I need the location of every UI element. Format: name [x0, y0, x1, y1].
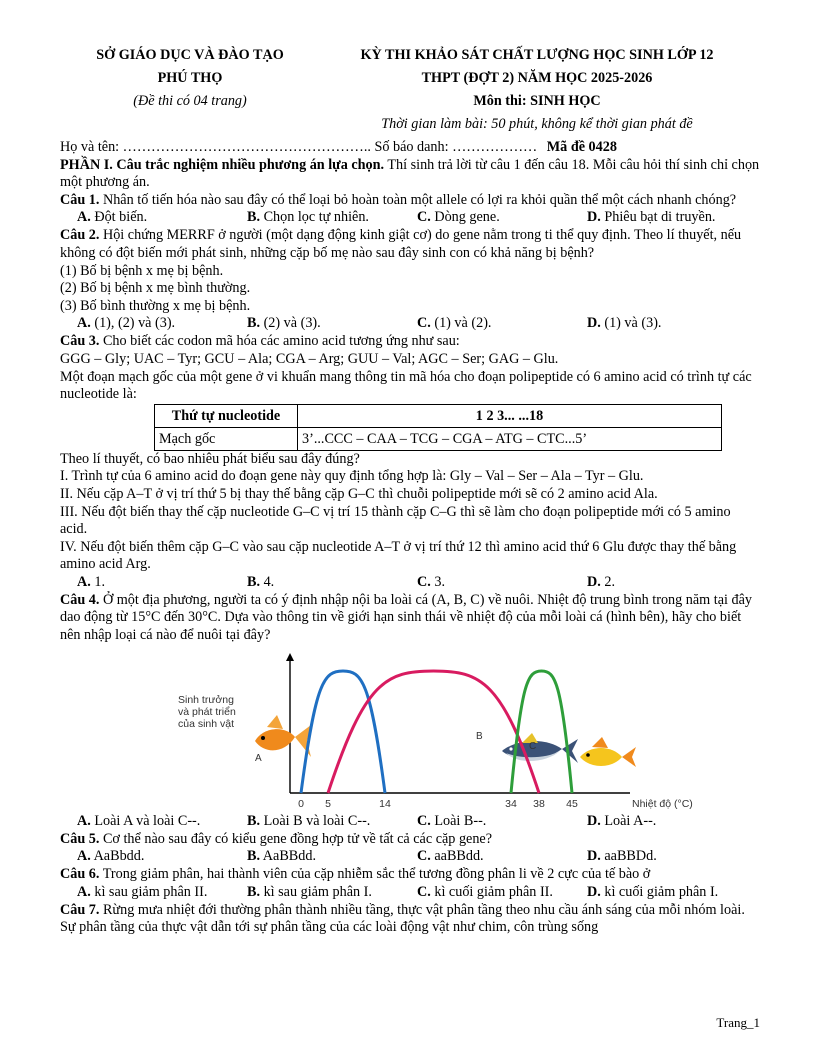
y-axis-label-line: và phát triển — [178, 705, 236, 718]
question-7 — [60, 902, 760, 937]
subject-name: Môn thi: SINH HỌC — [473, 93, 601, 109]
q5-option-d[interactable]: D. aaBBDd. — [587, 848, 657, 865]
x-tick-label: 34 — [505, 797, 517, 810]
table-row — [155, 427, 722, 450]
q1-option-a[interactable]: A. Đột biến. — [77, 209, 148, 226]
part1-title: PHẦN I. Câu trắc nghiệm nhiều phương án lựa chọn. — [60, 156, 385, 173]
question-6-number: Câu 6. — [60, 866, 100, 883]
q3-option-d[interactable]: D. 2. — [587, 573, 615, 590]
q1-option-c[interactable]: C. Dòng gene. — [417, 209, 500, 226]
question-2 — [60, 227, 760, 262]
question-5-number: Câu 5. — [60, 830, 100, 847]
question-7-number: Câu 7. — [60, 901, 100, 918]
q2-option-c[interactable]: C. (1) và (2). — [417, 315, 492, 332]
x-tick-label: 45 — [566, 797, 578, 810]
question-4 — [60, 592, 760, 645]
header-right — [318, 44, 756, 136]
question-3-text: Cho biết các codon mã hóa các amino acid tương ứng như sau: — [99, 333, 460, 350]
page-count-note: (Đề thi có 04 trang) — [133, 93, 247, 109]
exam-content — [60, 139, 760, 937]
question-7-text: Rừng mưa nhiệt đới thường phân thành nhiều tầng, thực vật phân tầng theo nhu cầu ánh sáng của mỗi nhóm loài. Sự phân tầng của thực vật dẫn tới sự phân tầng của các loài động vật như chim, côn trùng sống — [60, 901, 745, 936]
q5-option-b[interactable]: B. AaBBdd. — [247, 848, 316, 865]
chart-ticks — [298, 798, 578, 810]
q2-case-1: (1) Bố bị bệnh x mẹ bị bệnh. — [60, 262, 224, 279]
time-note: Thời gian làm bài: 50 phút, không kể thời gian phát đề — [381, 116, 693, 132]
question-6-options — [60, 884, 760, 902]
q5-option-a[interactable]: A. AaBbdd. — [77, 848, 145, 865]
question-1 — [60, 192, 760, 210]
temperature-chart — [170, 645, 730, 813]
series-label-a: A — [255, 752, 262, 764]
exam-title: KỲ THI KHẢO SÁT CHẤT LƯỢNG HỌC SINH LỚP 12 — [360, 47, 714, 63]
question-4-text: Ở một địa phương, người ta có ý định nhập nội ba loài cá (A, B, C) về nuôi. Nhiệt độ trung bình trong năm tại đây dao động từ 15°C đến 30°C. Dựa vào thông tin về giới hạn sinh thái về nhiệt độ của mỗi loài cá (hình bên), hãy cho biết nên nhập loại cá nào để nuôi tại đây? — [60, 591, 752, 644]
q4-option-a[interactable]: A. Loài A và loài C--. — [77, 812, 201, 829]
q3-option-c[interactable]: C. 3. — [417, 573, 445, 590]
q5-option-c[interactable]: C. aaBBdd. — [417, 848, 484, 865]
q6-option-c[interactable]: C. kì cuối giảm phân II. — [417, 883, 553, 900]
series-label-b: B — [476, 730, 483, 742]
province-name: PHÚ THỌ — [157, 70, 223, 86]
question-5 — [60, 831, 760, 849]
question-1-number: Câu 1. — [60, 191, 100, 208]
chart-axes — [178, 653, 693, 810]
q3-statement-1: I. Trình tự của 6 amino acid do đoạn gene này quy định tổng hợp là: Gly – Val – Ser – Ala – Tyr – Glu. — [60, 468, 644, 485]
question-1-text: Nhân tố tiến hóa nào sau đây có thể loại bỏ hoàn toàn một allele có lợi ra khỏi quần thể một cách nhanh chóng? — [99, 191, 737, 208]
q3-ask: Theo lí thuyết, có bao nhiêu phát biểu sau đây đúng? — [60, 450, 360, 467]
q3-statement-2: II. Nếu cặp A–T ở vị trí thứ 5 bị thay thế bằng cặp G–C thì chuỗi polipeptide mới sẽ có 2 amino acid Ala. — [60, 485, 658, 502]
q6-option-b[interactable]: B. kì sau giảm phân I. — [247, 883, 372, 900]
student-name-field: Họ và tên: …………………………………………….. Số báo danh: ……………… — [60, 139, 538, 155]
question-5-text: Cơ thể nào sau đây có kiểu gene đồng hợp tử về tất cả các cặp gene? — [99, 830, 493, 847]
question-3 — [60, 333, 760, 351]
x-tick-label: 38 — [533, 797, 545, 810]
x-tick-label: 0 — [298, 797, 304, 810]
exam-subtitle: THPT (ĐỢT 2) NĂM HỌC 2025-2026 — [421, 70, 653, 86]
q4-option-c[interactable]: C. Loài B--. — [417, 812, 487, 829]
series-curve-a — [301, 671, 385, 793]
q4-option-d[interactable]: D. Loài A--. — [587, 812, 657, 829]
question-2-number: Câu 2. — [60, 227, 100, 244]
q2-case-3: (3) Bố bình thường x mẹ bị bệnh. — [60, 297, 251, 314]
q2-case-2: (2) Bố bị bệnh x mẹ bình thường. — [60, 280, 251, 297]
q1-option-b[interactable]: B. Chọn lọc tự nhiên. — [247, 209, 369, 226]
q2-option-a[interactable]: A. (1), (2) và (3). — [77, 315, 176, 332]
q1-option-d[interactable]: D. Phiêu bạt di truyền. — [587, 209, 716, 226]
fish-a-icon — [255, 715, 311, 757]
series-curve-b — [328, 671, 539, 793]
part1-desc: Thí sinh trả lời từ câu 1 đến câu 18. Mỗi câu hỏi thí sinh chỉ chọn một phương án. — [60, 156, 760, 191]
series-label-c: C — [529, 740, 537, 752]
table-header-range: 1 2 3... ...18 — [298, 404, 722, 427]
q2-option-d[interactable]: D. (1) và (3). — [587, 315, 662, 332]
question-2-text: Hội chứng MERRF ở người (một dạng động kinh giật cơ) do gene nằm trong ti thể quy định. Theo lí thuyết, nếu không có đột biến mới phát sinh, những cặp bố mẹ nào sau đây sinh con có khả năng bị bệnh? — [60, 227, 742, 261]
x-axis-label: Nhiệt độ (°C) — [632, 797, 693, 810]
sequence-table — [154, 404, 722, 451]
y-axis-arrow — [286, 653, 294, 661]
question-6-text: Trong giảm phân, hai thành viên của cặp nhiễm sắc thể tương đồng phân li về 2 cực của tế bào ở — [99, 866, 651, 883]
q3-statement-4: IV. Nếu đột biến thêm cặp G–C vào sau cặp nucleotide A–T ở vị trí thứ 12 thì amino acid thứ 6 Glu được thay thế bằng amino acid Arg. — [60, 538, 737, 573]
table-cell-sequence: 3’...CCC – CAA – TCG – CGA – ATG – CTC...5’ — [298, 427, 722, 450]
y-axis-label-line: Sinh trưởng — [178, 693, 234, 706]
question-3-number: Câu 3. — [60, 333, 100, 350]
fish-c-icon — [580, 737, 636, 767]
table-header-position: Thứ tự nucleotide — [155, 404, 298, 427]
student-info-line — [60, 139, 760, 157]
y-axis-label-line: của sinh vật — [178, 717, 235, 730]
q3-statement-3: III. Nếu đột biến thay thế cặp nucleotide G–C vị trí 15 thành cặp C–G thì sẽ làm cho đoạn polipeptide mới có 5 amino acid. — [60, 503, 731, 538]
x-tick-label: 5 — [325, 797, 331, 810]
question-5-options — [60, 848, 760, 866]
question-3-options — [60, 574, 760, 592]
q2-option-b[interactable]: B. (2) và (3). — [247, 315, 321, 332]
q4-option-b[interactable]: B. Loài B và loài C--. — [247, 812, 371, 829]
table-row — [155, 404, 722, 427]
exam-header — [0, 44, 816, 136]
question-4-number: Câu 4. — [60, 591, 100, 608]
q3-option-a[interactable]: A. 1. — [77, 573, 105, 590]
question-6 — [60, 866, 760, 884]
q3-option-b[interactable]: B. 4. — [247, 573, 275, 590]
q6-option-a[interactable]: A. kì sau giảm phân II. — [77, 883, 208, 900]
exam-code: Mã đề 0428 — [546, 139, 617, 155]
q3-codon-list: GGG – Gly; UAC – Tyr; GCU – Ala; CGA – Arg; GUU – Val; AGC – Ser; GAG – Glu. — [60, 350, 559, 367]
department-name: SỞ GIÁO DỤC VÀ ĐÀO TẠO — [96, 47, 284, 63]
question-4-options — [60, 813, 760, 831]
x-tick-label: 14 — [379, 797, 391, 810]
table-cell-strand: Mạch gốc — [155, 427, 298, 450]
series-curve-c — [511, 671, 572, 793]
q3-intro: Một đoạn mạch gốc của một gene ở vi khuẩn mang thông tin mã hóa cho đoạn polipeptide có 6 amino acid có trình tự các nucleotide là: — [60, 368, 752, 403]
temperature-chart-svg — [170, 645, 730, 813]
page-footer: Trang_1 — [716, 1015, 760, 1030]
question-2-options — [60, 315, 760, 333]
header-left — [60, 44, 320, 113]
part1-heading — [60, 157, 760, 192]
q6-option-d[interactable]: D. kì cuối giảm phân I. — [587, 883, 719, 900]
question-1-options — [60, 209, 760, 227]
